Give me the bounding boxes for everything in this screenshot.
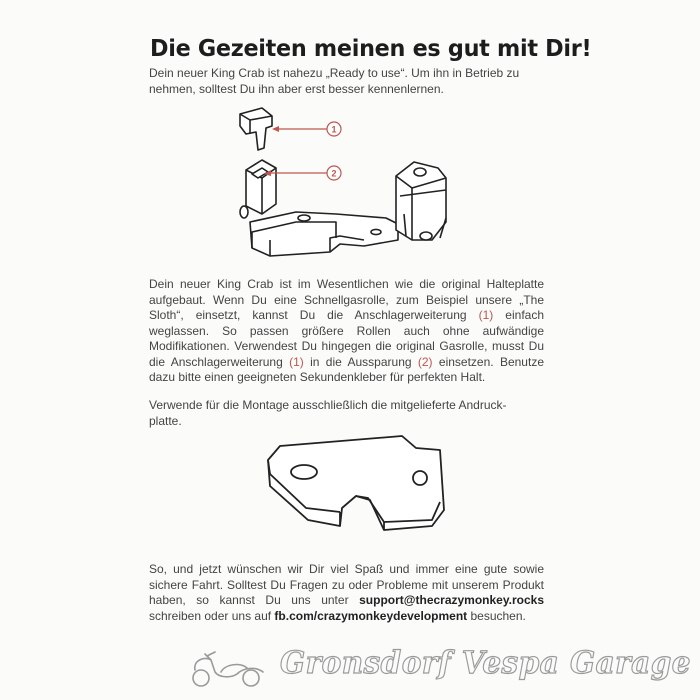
callout-1-label: 1 <box>331 124 337 135</box>
reference-1: (1) <box>478 308 494 322</box>
pressure-plate <box>268 436 444 530</box>
main-text-1: Dein neuer King Crab ist im Wesentlichen wie die original Halteplatte aufgebaut. Wenn Du eine Schnellgasrolle, zum Beispiel unsere „The Sloth“, einsetzt, kannst Du die Anschlagerweiterung <box>149 277 544 322</box>
support-email: support@thecrazymonkey.rocks <box>359 593 544 607</box>
watermark-text: Gronsdorf Vespa Garage <box>280 645 691 681</box>
closing-text-3: besuchen. <box>467 608 526 623</box>
reference-1-second: (1) <box>289 354 304 369</box>
main-text-4: einsetzen. Benutze dazu bitte einen geeigneten Sekundenkleber für perfekten Halt. <box>149 354 544 384</box>
callout-2-label: 2 <box>331 168 337 179</box>
intro-paragraph: Dein neuer King Crab ist nahezu „Ready to use“. Um ihn in Betrieb zu nehmen, solltest Du ihn aber erst besser kennenlernen. <box>149 66 520 96</box>
callout-1 <box>272 122 341 136</box>
main-paragraph <box>149 277 544 386</box>
page-title: Die Gezeiten meinen es gut mit Dir! <box>150 36 592 62</box>
mounting-text: Verwende für die Montage ausschließlich die mitgelieferte Andruck- <box>149 398 507 412</box>
scooter-logo-icon <box>185 648 270 690</box>
facebook-link: fb.com/crazymonkeydevelopment <box>274 608 468 623</box>
stop-extension-part <box>240 108 272 150</box>
main-text-3: in die Aussparung <box>303 354 418 369</box>
closing-paragraph <box>149 562 544 624</box>
mounting-paragraph <box>149 398 544 429</box>
reference-2: (2) <box>417 354 433 369</box>
mounting-text-last: platte. <box>149 413 182 428</box>
main-text-2: einfach weglassen. So passen größere Rollen auch ohne aufwändige Modifikationen. Verwendest Du hingegen die original Gasrolle, musst Du die Anschlagerweiterung <box>149 308 544 369</box>
closing-text-2: schreiben oder uns auf <box>149 608 275 623</box>
closing-text-1: So, und jetzt wünschen wir Dir viel Spaß und immer eine gute sowie sichere Fahrt. Solltest Du Fragen zu oder Probleme mit unserem Produkt haben, so kannst Du uns unter <box>149 562 544 607</box>
